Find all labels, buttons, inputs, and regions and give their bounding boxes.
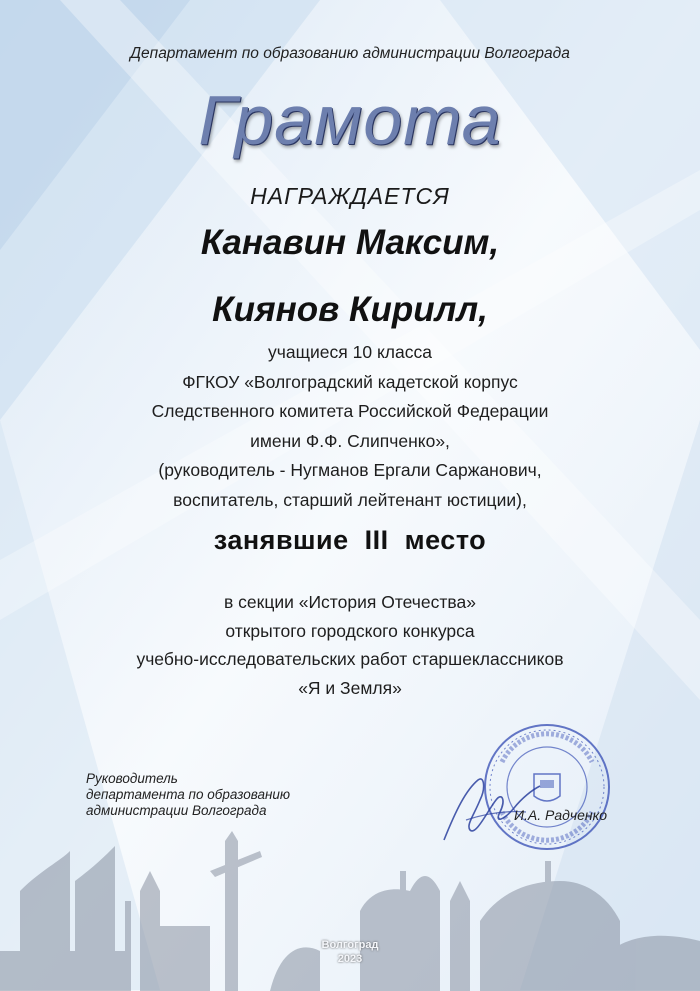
details-line: учащиеся 10 класса [268, 342, 432, 362]
signer-name: И.А. Радченко [514, 807, 608, 823]
details-line: (руководитель - Нугманов Ергали Саржанович, [158, 460, 542, 480]
certificate-title: Грамота [198, 81, 502, 159]
recipient-name: Канавин Максим, [200, 223, 500, 262]
details-line: воспитатель, старший лейтенант юстиции), [173, 489, 527, 510]
footer-year: 2023 [337, 953, 363, 965]
contest-details [0, 588, 700, 702]
details-line: имени Ф.Ф. Слипченко», [250, 430, 450, 451]
details-line: Следственного комитета Российской Федерации [151, 401, 549, 421]
recipient-details [0, 338, 700, 515]
place-award: занявшие III место [213, 525, 487, 555]
contest-line: открытого городского конкурса [225, 620, 475, 641]
details-line: ФГКОУ «Волгоградский кадетской корпус [182, 371, 518, 392]
signer-position [86, 771, 290, 819]
department-name: Департамент по образованию администрации Волгограда [130, 45, 570, 62]
position-line: администрации Волгограда [86, 803, 267, 818]
footer-caption [300, 938, 400, 966]
footer-city: Волгоград [321, 939, 379, 951]
contest-line: «Я и Земля» [298, 677, 402, 698]
position-line: Руководитель [86, 771, 178, 786]
contest-line: учебно-исследовательских работ старшеклассников [136, 649, 564, 669]
position-line: департамента по образованию [86, 787, 291, 802]
awarded-label: НАГРАЖДАЕТСЯ [250, 183, 450, 209]
contest-line: в секции «История Отечества» [224, 592, 476, 612]
city-skyline-icon [0, 831, 700, 991]
recipient-name: Киянов Кирилл, [212, 290, 488, 329]
